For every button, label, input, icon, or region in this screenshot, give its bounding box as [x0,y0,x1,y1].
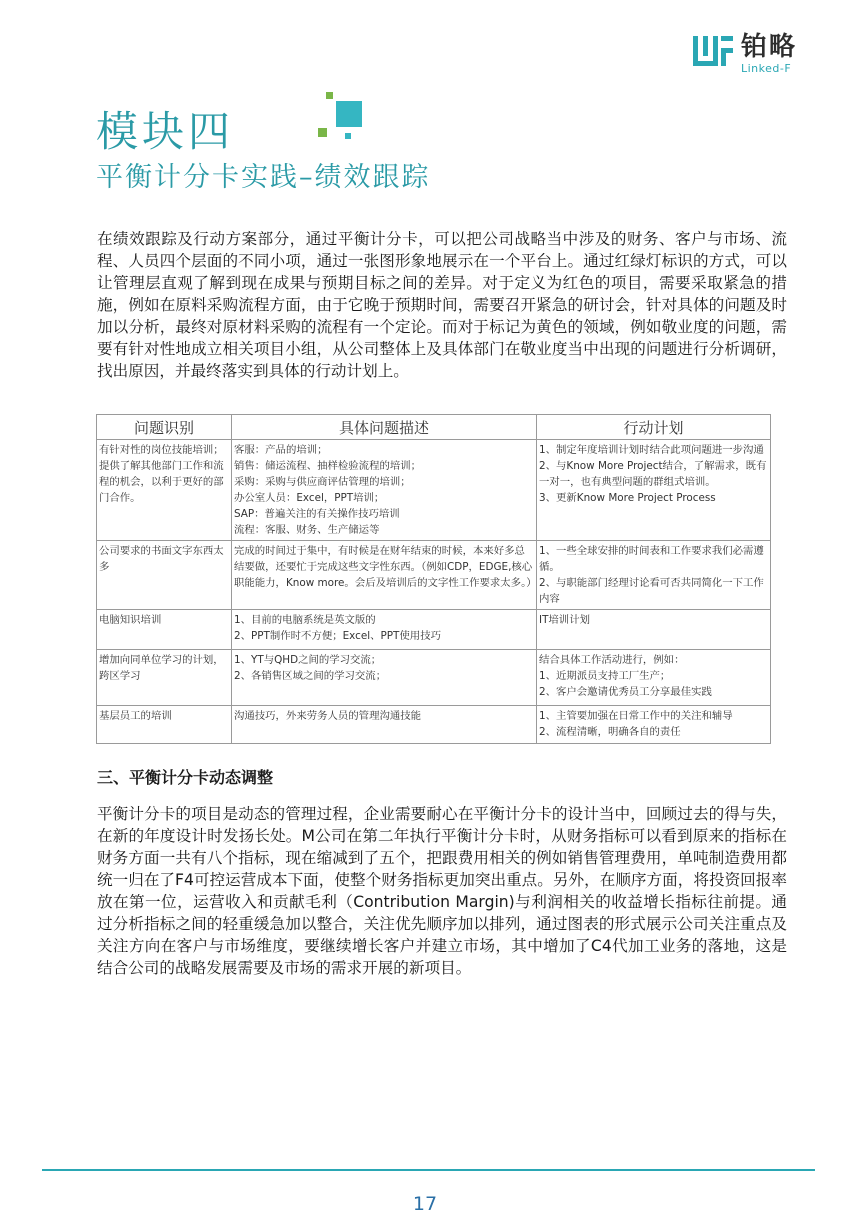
action-plan-cell-line: 1、制定年度培训计划时结合此项问题进一步沟通 [539,444,764,456]
description-cell-line: 1、YT与QHD之间的学习交流； [234,654,382,666]
action-plan-cell [537,610,771,650]
action-plan-cell-line: 1、近期派员支持工厂生产； [539,670,671,682]
action-plan-cell-line: 结合具体工作活动进行，例如： [539,654,685,666]
page-number: 17 [412,1193,438,1215]
description-cell-line: 客服：产品的培训； [234,444,328,456]
description-cell-line: 销售：储运流程、抽样检验流程的培训； [234,460,422,472]
action-plan-cell [537,541,771,610]
logo-english-name: Linked-F [741,62,792,75]
action-plan-cell-line: 2、客户会邀请优秀员工分享最佳实践 [539,686,712,698]
action-plan-cell [537,440,771,541]
issue-cell-line: 公司要求的书面文字东西太多 [99,545,224,573]
module-title: 模块四 [96,107,235,156]
issue-table [96,414,771,744]
action-plan-cell-line: 1、一些全球安排的时间表和工作要求我们必需遵循。 [539,545,764,573]
action-plan-cell [537,706,771,744]
table-row [97,610,771,650]
action-plan-cell-line: 3、更新Know More Project Process [539,492,716,504]
description-cell-line: 2、PPT制作时不方便；Excel、PPT使用技巧 [234,630,441,642]
action-plan-cell-line: IT培训计划 [539,614,590,626]
module-subtitle: 平衡计分卡实践–绩效跟踪 [96,162,431,193]
action-plan-cell-line: 2、流程清晰，明确各自的责任 [539,726,681,738]
issue-cell-line: 增加向同单位学习的计划，跨区学习 [99,654,224,682]
description-cell-line: SAP：普遍关注的有关操作技巧培训 [234,508,400,520]
table-row [97,541,771,610]
issue-cell [97,706,232,744]
logo-mark-icon [693,32,735,72]
description-cell-line: 采购：采购与供应商评估管理的培训； [234,476,411,488]
deco-square-large [336,101,362,127]
description-cell-line: 流程：客服、财务、生产储运等 [234,524,380,536]
action-plan-cell-line: 2、与职能部门经理讨论看可否共同简化一下工作内容 [539,577,764,605]
description-cell [232,650,537,706]
description-cell-line: 办公室人员：Excel，PPT培训； [234,492,385,504]
column-header-action-plan: 行动计划 [537,415,771,440]
column-header-issue: 问题识别 [97,415,232,440]
issue-cell-line: 有针对性的岗位技能培训；提供了解其他部门工作和流程的机会，以利于更好的部门合作。 [99,444,224,504]
footer-divider [42,1169,815,1171]
deco-square-blue-small [345,133,351,139]
table-row [97,440,771,541]
issue-cell [97,541,232,610]
description-cell-line: 完成的时间过于集中，有时候是在财年结束的时候，本来好多总结要做，还要忙于完成这些文字性东西。（例如CDP，EDGE,核心职能能力，Know more。会后及培训后的文字性工作要求太多。） [234,545,537,589]
table-row [97,650,771,706]
section-body-paragraph: 平衡计分卡的项目是动态的管理过程，企业需要耐心在平衡计分卡的设计当中，回顾过去的得与失，在新的年度设计时发扬长处。M公司在第二年执行平衡计分卡时，从财务指标可以看到原来的指标在财务方面一共有八个指标，现在缩减到了五个，把跟费用相关的例如销售管理费用，单吨制造费用都统一归在了F4可控运营成本下面，使整个财务指标更加突出重点。另外，在顺序方面，将投资回报率放在第一位，运营收入和贡献毛利（Contribution Margin)与利润相关的收益增长指标往前提。通过分析指标之间的轻重缓急加以整合，关注优先顺序加以排列，通过图表的形式展示公司关注重点及关注方向在客户与市场维度，要继续增长客户并建立市场，其中增加了C4代加工业务的落地，这是结合公司的战略发展需要及市场的需求开展的新项目。 [97,805,787,977]
issue-cell [97,440,232,541]
issue-cell-line: 基层员工的培训 [99,710,172,722]
description-cell [232,610,537,650]
table-header-row [97,415,771,440]
action-plan-cell-line: 2、与Know More Project结合，了解需求，既有一对一，也有典型问题的群组式培训。 [539,460,767,488]
description-cell-line: 2、各销售区域之间的学习交流； [234,670,387,682]
action-plan-cell-line: 1、主管要加强在日常工作中的关注和辅导 [539,710,733,722]
description-cell [232,440,537,541]
deco-square-green [318,128,327,137]
column-header-description: 具体问题描述 [232,415,537,440]
deco-square-small-top [326,92,333,99]
intro-paragraph: 在绩效跟踪及行动方案部分，通过平衡计分卡，可以把公司战略当中涉及的财务、客户与市场、流程、人员四个层面的不同小项，通过一张图形象地展示在一个平台上。通过红绿灯标识的方式，可以让管理层直观了解到现在成果与预期目标之间的差异。对于定义为红色的项目，需要采取紧急的措施，例如在原料采购流程方面，由于它晚于预期时间，需要召开紧急的研讨会，针对具体的问题及时加以分析，最终对原材料采购的流程有一个定论。而对于标记为黄色的领域，例如敬业度的问题，需要有针对性地成立相关项目小组，从公司整体上及具体部门在敬业度当中出现的问题进行分析调研，找出原因，并最终落实到具体的行动计划上。 [97,230,787,380]
action-plan-cell [537,650,771,706]
table-row [97,706,771,744]
description-cell [232,541,537,610]
description-cell-line: 1、目前的电脑系统是英文版的 [234,614,376,626]
issue-cell [97,650,232,706]
logo-chinese-name: 铂略 [741,32,798,62]
brand-logo [693,32,818,77]
issue-cell-line: 电脑知识培训 [99,614,162,626]
description-cell [232,706,537,744]
section-heading: 三、平衡计分卡动态调整 [97,768,274,787]
description-cell-line: 沟通技巧，外来劳务人员的管理沟通技能 [234,710,422,722]
issue-cell [97,610,232,650]
